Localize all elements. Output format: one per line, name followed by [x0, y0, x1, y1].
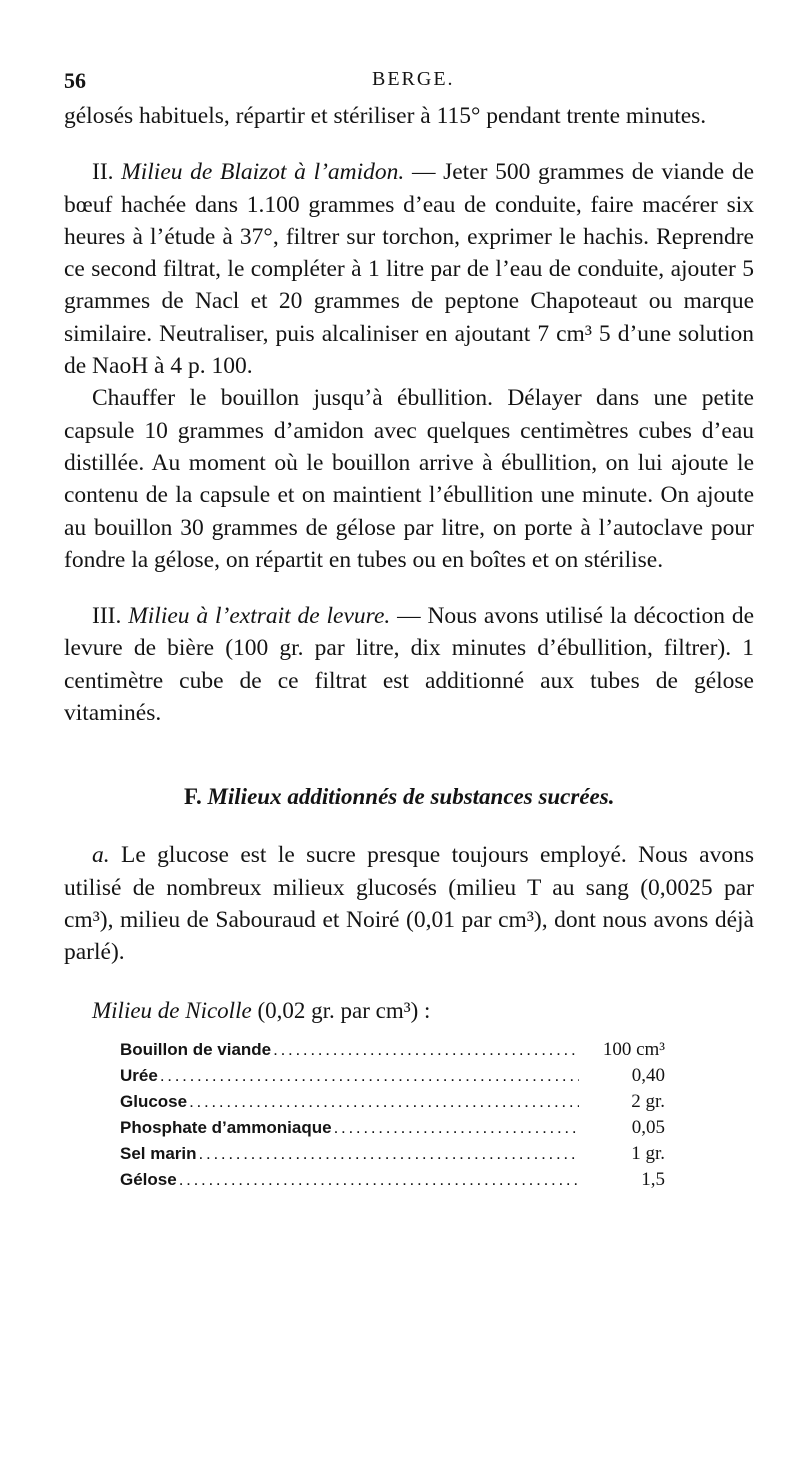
dot-leader	[334, 1118, 579, 1138]
dot-leader	[179, 1170, 579, 1190]
ingredient-quantity: 100 cm³	[602, 1038, 665, 1060]
page-number: 56	[64, 68, 86, 93]
dot-leader	[160, 1066, 579, 1086]
ingredient-name: Glucose	[120, 1091, 188, 1111]
running-head	[64, 60, 754, 100]
recipe-row	[120, 1091, 665, 1117]
title-dash: —	[404, 159, 444, 186]
section-label: III.	[92, 603, 122, 630]
ingredient-name: Bouillon de viande	[120, 1039, 272, 1059]
recipe-row	[120, 1143, 665, 1169]
paragraph-extrait-levure	[64, 600, 754, 729]
paragraph-text: Le glucose est le sucre presque toujours employé. Nous avons utilisé de nombreux milieux glucosés (milieu T au sang (0,0025 par cm³), milieu de Sabouraud et Noiré (0,01 par cm³), dont nous avons déjà parlé).	[64, 842, 754, 966]
paragraph-milieu-blaizot	[64, 156, 754, 382]
ingredient-name: Urée	[120, 1065, 158, 1085]
continuation-paragraph: gélosés habituels, répartir et stériliser à 115° pendant trente minutes.	[64, 103, 707, 129]
recipe-table	[120, 1039, 665, 1195]
paragraph-label: a.	[92, 842, 110, 869]
dot-leader	[189, 1092, 579, 1112]
paragraph-text: Nous avons utilisé la décoction de levure de bière (100 gr. par litre, dix minutes d’ébullition, filtrer). 1 centimètre cube de ce filtrat est additionné aux tubes de gélose vitaminés.	[64, 603, 755, 727]
section-title: Milieu de Blaizot à l’amidon.	[121, 159, 405, 186]
ingredient-quantity: 0,40	[631, 1064, 665, 1086]
ingredient-quantity: 0,05	[631, 1116, 665, 1138]
recipe-row	[120, 1117, 665, 1143]
ingredient-name: Phosphate d’ammoniaque	[120, 1117, 332, 1137]
section-heading-title: Milieux additionnés de substances sucrées.	[207, 784, 615, 810]
recipe-row	[120, 1169, 665, 1195]
recipe-row	[120, 1039, 665, 1065]
section-title: Milieu à l’extrait de levure.	[128, 603, 391, 630]
ingredient-quantity: 2 gr.	[631, 1090, 665, 1112]
ingredient-quantity: 1 gr.	[631, 1142, 665, 1164]
page	[64, 60, 754, 1195]
ingredient-name: Gélose	[120, 1169, 177, 1189]
paragraph-amidon-preparation: Chauffer le bouillon jusqu’à ébullition. Délayer dans une petite capsule 10 grammes d’amidon avec quelques centimètres cubes d’eau distillée. Au moment où le bouillon arrive à ébullition, on lui ajoute le contenu de la capsule et on maintient l’ébullition une minute. On ajoute au bouillon 30 grammes de gélose par litre, on porte à l’autoclave pour fondre la gélose, on répartit en tubes ou en boîtes et on stérilise.	[64, 385, 754, 573]
section-letter: F.	[184, 784, 202, 810]
title-dash: —	[390, 603, 428, 630]
ingredient-name: Sel marin	[120, 1143, 197, 1163]
dot-leader	[273, 1040, 579, 1060]
running-title: BERGE.	[372, 68, 455, 90]
ingredient-quantity: 1,5	[641, 1168, 665, 1190]
section-label: II.	[92, 159, 114, 186]
formula-caption	[64, 995, 754, 1027]
paragraph-text: Jeter 500 grammes de viande de bœuf hachée dans 1.100 grammes d’eau de conduite, faire macérer six heures à l’étude à 37°, filtrer sur torchon, exprimer le hachis. Reprendre ce second filtrat, le compléter à 1 litre par de l’eau de conduite, ajouter 5 grammes de Nacl et 20 grammes de peptone Chapoteaut ou marque similaire. Neutraliser, puis alcaliniser en ajoutant 7 cm³ 5 d’une solution de NaoH à 4 p. 100.	[64, 159, 755, 380]
formula-name: Milieu de Nicolle	[92, 997, 252, 1023]
dot-leader	[199, 1144, 579, 1164]
recipe-row	[120, 1065, 665, 1091]
paragraph-glucose	[64, 839, 754, 968]
formula-concentration: (0,02 gr. par cm³) :	[251, 997, 431, 1023]
section-heading	[64, 781, 754, 813]
